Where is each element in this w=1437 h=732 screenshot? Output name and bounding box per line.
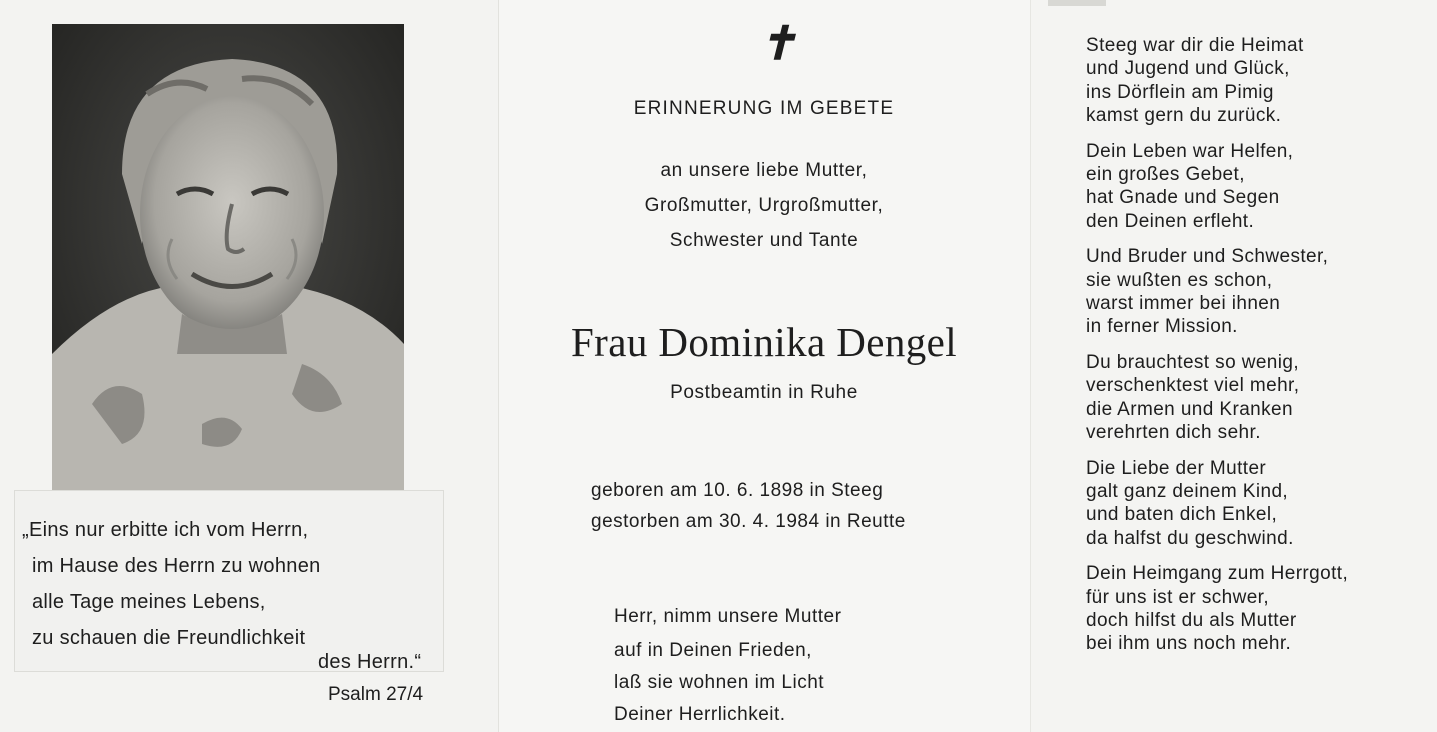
poem-line: galt ganz deinem Kind, (1086, 480, 1289, 502)
quote-line: „Eins nur erbitte ich vom Herrn, (22, 519, 309, 541)
card-heading: ERINNERUNG IM GEBETE (633, 98, 895, 119)
deceased-name: Frau Dominika Dengel (570, 319, 958, 365)
poem-line: und baten dich Enkel, (1086, 504, 1278, 526)
poem-line: bei ihm uns noch mehr. (1086, 633, 1292, 655)
poem-line: verehrten dich sehr. (1086, 422, 1261, 444)
quote-line: im Hause des Herrn zu wohnen (32, 555, 321, 577)
poem-line: doch hilfst du als Mutter (1086, 609, 1297, 631)
poem-line: Die Liebe der Mutter (1086, 457, 1267, 479)
quote-line: zu schauen die Freundlichkeit (32, 627, 306, 649)
poem-line: ins Dörflein am Pimig (1086, 81, 1274, 103)
prayer-line: auf in Deinen Frieden, (614, 640, 812, 661)
poem-stanza (1086, 34, 1348, 128)
poem-line: und Jugend und Glück, (1086, 58, 1290, 80)
poem-stanza (1086, 562, 1348, 656)
poem-line: für uns ist er schwer, (1086, 586, 1270, 608)
poem-stanza (1086, 351, 1348, 445)
cross-icon: ✝ (758, 16, 797, 70)
prayer-line: laß sie wohnen im Licht (614, 672, 825, 693)
poem-line: die Armen und Kranken (1086, 398, 1293, 420)
poem-line: verschenktest viel mehr, (1086, 375, 1300, 397)
quote-line: alle Tage meines Lebens, (32, 591, 266, 613)
poem-line: den Deinen erfleht. (1086, 210, 1255, 232)
poem-line: in ferner Mission. (1086, 316, 1238, 338)
poem-line: Und Bruder und Schwester, (1086, 246, 1329, 268)
poem-line: Steeg war dir die Heimat (1086, 35, 1304, 56)
poem-line: warst immer bei ihnen (1086, 293, 1281, 315)
poem-line: Dein Heimgang zum Herrgott, (1086, 563, 1349, 585)
poem-stanza (1086, 140, 1348, 234)
intro-line: Großmutter, Urgroßmutter, (644, 195, 884, 216)
poem-line: da halfst du geschwind. (1086, 527, 1294, 549)
poem-line: hat Gnade und Segen (1086, 187, 1280, 209)
poem-stanza (1086, 245, 1348, 339)
prayer-line: Deiner Herrlichkeit. (614, 704, 786, 725)
poem-stanza (1086, 457, 1348, 551)
scan-edge-mark (1048, 0, 1106, 6)
quote-line: des Herrn.“ (318, 651, 422, 673)
intro-line: an unsere liebe Mutter, (660, 160, 868, 181)
poem-line: sie wußten es schon, (1086, 269, 1273, 291)
portrait-photo (52, 24, 404, 492)
poem-line: Du brauchtest so wenig, (1086, 351, 1300, 373)
psalm-reference: Psalm 27/4 (328, 684, 424, 705)
occupation: Postbeamtin in Ruhe (670, 382, 858, 403)
poem-line: kamst gern du zurück. (1086, 105, 1282, 127)
poem-line: Dein Leben war Helfen, (1086, 140, 1294, 162)
birth-info: geboren am 10. 6. 1898 in Steeg (591, 480, 884, 501)
death-info: gestorben am 30. 4. 1984 in Reutte (591, 511, 906, 532)
prayer-line: Herr, nimm unsere Mutter (614, 606, 842, 627)
intro-line: Schwester und Tante (669, 230, 859, 251)
poem (1086, 34, 1348, 668)
poem-line: ein großes Gebet, (1086, 164, 1245, 186)
